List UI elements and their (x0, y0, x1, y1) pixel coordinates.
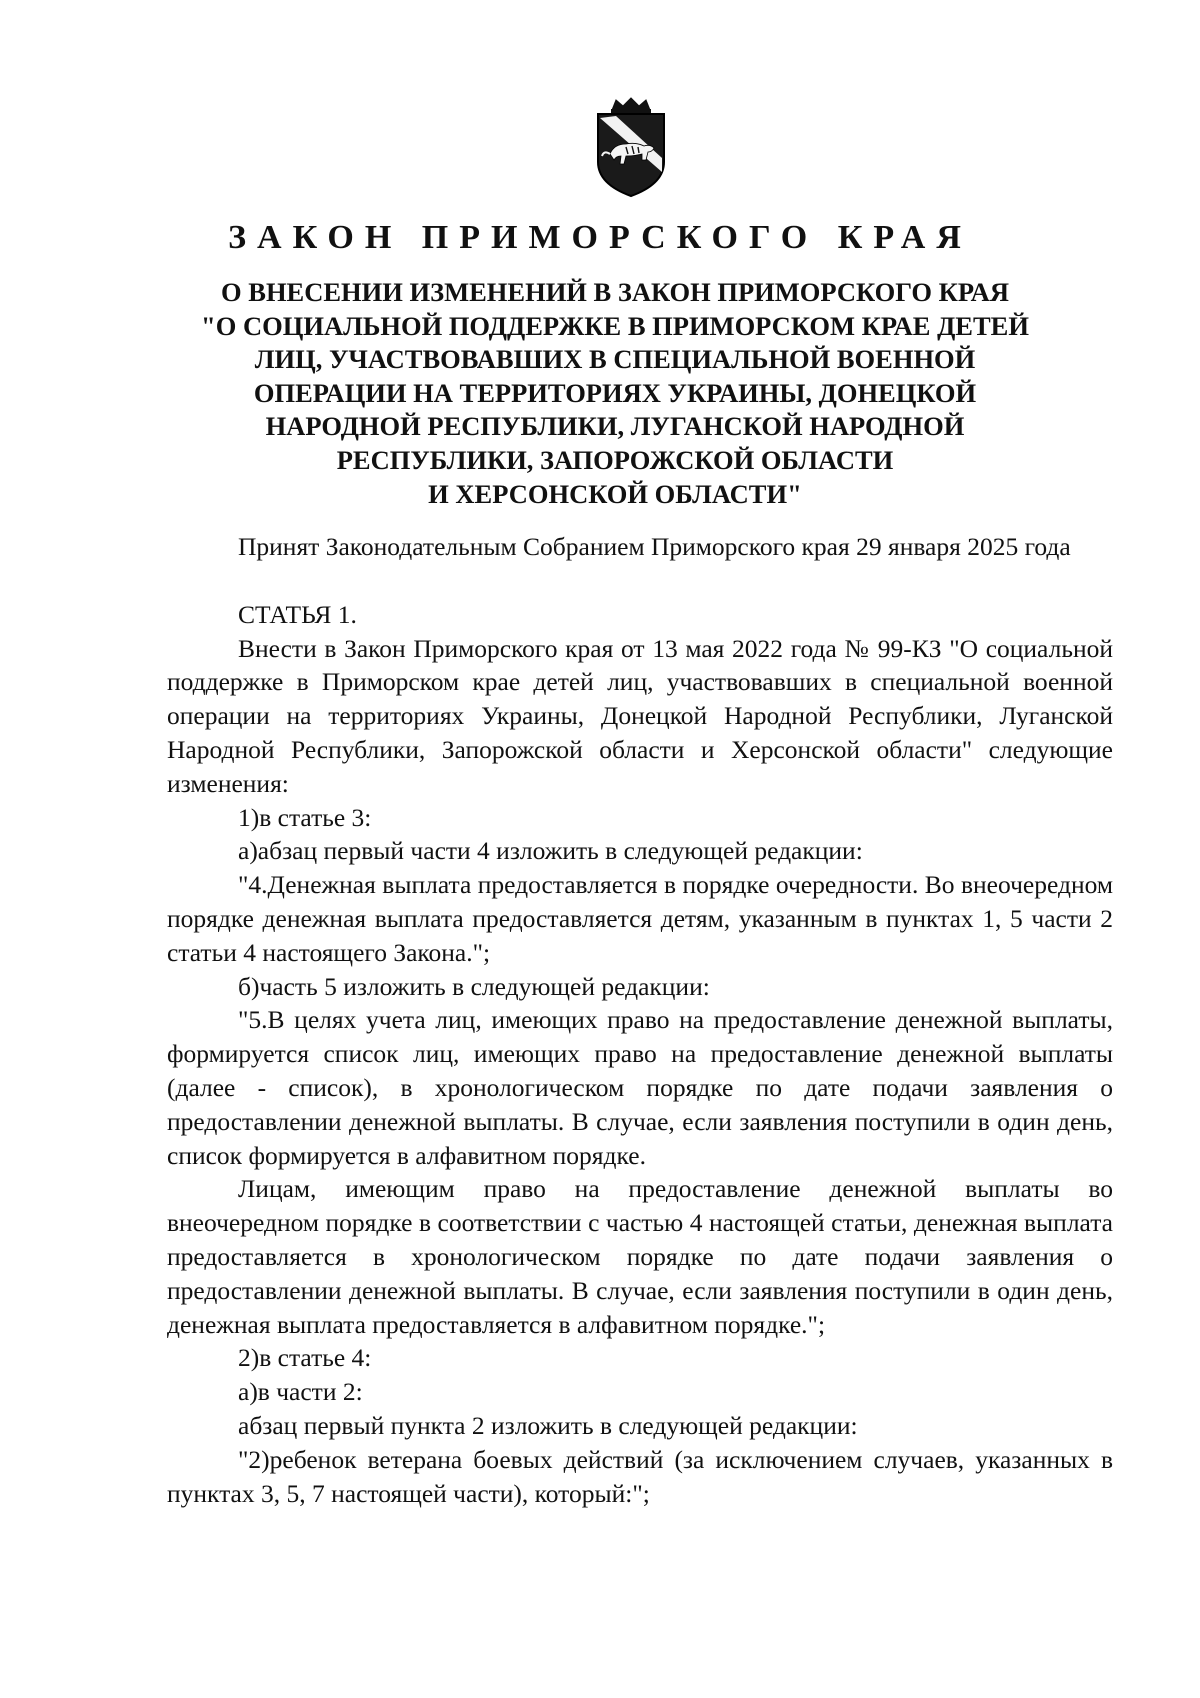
subtitle-line: И ХЕРСОНСКОЙ ОБЛАСТИ" (428, 478, 802, 509)
subtitle-line: "О СОЦИАЛЬНОЙ ПОДДЕРЖКЕ В ПРИМОРСКОМ КРАЕ ДЕТЕЙ (201, 310, 1029, 341)
subtitle-line: РЕСПУБЛИКИ, ЗАПОРОЖСКОЙ ОБЛАСТИ (336, 444, 894, 475)
item-1b: б)часть 5 изложить в следующей редакции: (238, 971, 710, 1001)
law-subtitle (150, 276, 1080, 511)
item-1a: а)абзац первый части 4 изложить в следующей редакции: (238, 836, 863, 866)
quote-point-2: "2)ребенок ветерана боевых действий (за исключением случаев, указанных в пунктах 3, 5, 7 настоящей части), который:"; (167, 1444, 1113, 1508)
item-2a: а)в части 2: (238, 1377, 363, 1407)
quote-part-4: "4.Денежная выплата предоставляется в порядке очередности. Во внеочередном порядке денежная выплата предоставляется детям, указанным в пунктах 1, 5 части 2 статьи 4 настоящего Закона."; (167, 870, 1113, 967)
subtitle-line: НАРОДНОЙ РЕСПУБЛИКИ, ЛУГАНСКОЙ НАРОДНОЙ (265, 411, 965, 442)
item-2: 2)в статье 4: (238, 1343, 372, 1373)
item-1: 1)в статье 3: (238, 802, 372, 832)
subtitle-line: ЛИЦ, УЧАСТВОВАВШИХ В СПЕЦИАЛЬНОЙ ВОЕННОЙ (254, 344, 976, 375)
law-title: ЗАКОН ПРИМОРСКОГО КРАЯ (228, 219, 972, 256)
subtitle-line: О ВНЕСЕНИИ ИЗМЕНЕНИЙ В ЗАКОН ПРИМОРСКОГО КРАЯ (221, 277, 1009, 307)
adoption-note: Принят Законодательным Собранием Приморского края 29 января 2025 года (238, 532, 1071, 561)
subtitle-line: ОПЕРАЦИИ НА ТЕРРИТОРИЯХ УКРАИНЫ, ДОНЕЦКОЙ (253, 377, 977, 408)
quote-part-5-paragraph-1: "5.В целях учета лиц, имеющих право на предоставление денежной выплаты, формируется список лиц, имеющих право на предоставление денежной выплаты (далее - список), в хронологическом порядке по дате подачи заявления о предоставлении денежной выплаты. В случае, если заявления поступили в один день, список формируется в алфавитном порядке. (167, 1005, 1113, 1170)
quote-part-5-paragraph-2: Лицам, имеющим право на предоставление денежной выплаты во внеочередном порядке в соответствии с частью 4 настоящей статьи, денежная выплата предоставляется в хронологическом порядке по дате подачи заявления о предоставлении денежной выплаты. В случае, если заявления поступили в один день, денежная выплата предоставляется в алфавитном порядке."; (167, 1174, 1113, 1339)
article-heading: СТАТЬЯ 1. (238, 599, 357, 629)
coat-of-arms-icon (590, 96, 672, 201)
item-2a-sub: абзац первый пункта 2 изложить в следующей редакции: (238, 1410, 858, 1440)
intro-paragraph: Внести в Закон Приморского края от 13 мая 2022 года № 99-КЗ "О социальной поддержке в Приморском крае детей лиц, участвовавших в специальной военной операции на территориях Украины, Донецкой Народной Республики, Луганской Народной Республики, Запорожской области и Херсонской области" следующие изменения: (167, 633, 1113, 798)
law-body (167, 530, 1113, 1510)
